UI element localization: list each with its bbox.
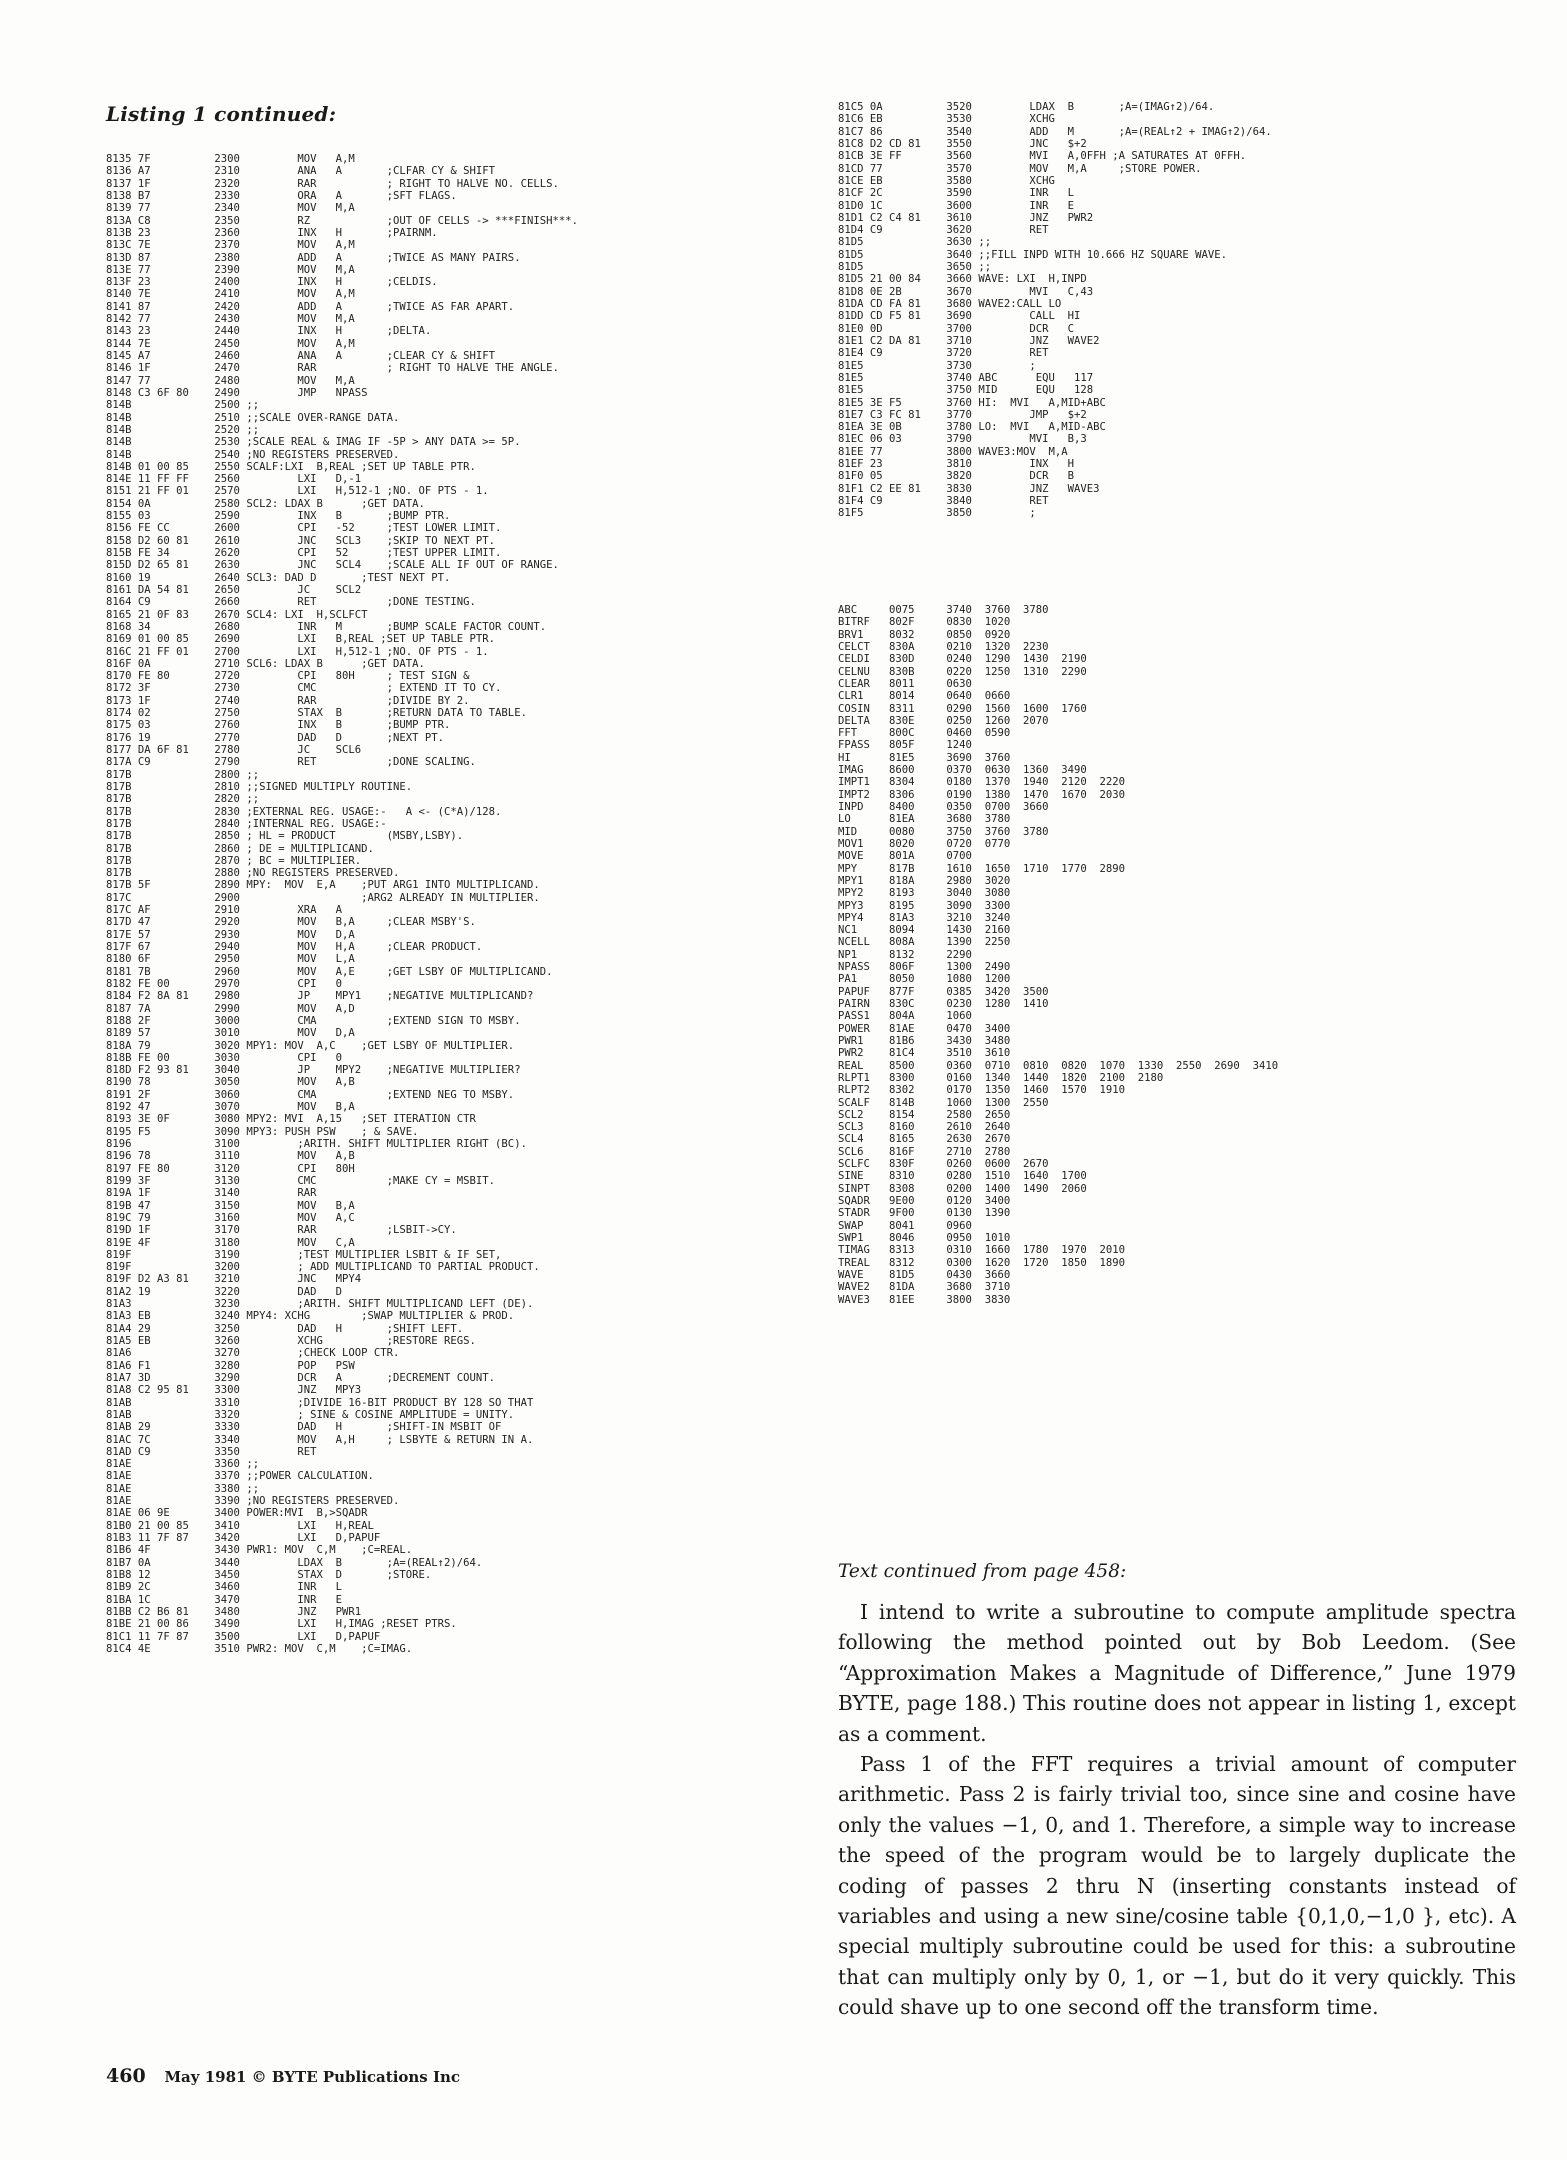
assembly-listing-left-column: 8135 7F 2300 MOV A,M 8136 A7 2310 ANA A ;CLFAR CY & SHIFT 8137 1F 2320 RAR ; RIGHT TO HALVE NO. CELLS. 8138 B7 2330 ORA A ;SFT FLAGS. 8139 77 2340 MOV M,A 813A C8 2350 RZ ;OUT OF CELLS -> ***FINISH***. 813B 23 2360 INX H ;PAIRNM. 813C 7E 2370 MOV A,M 813D 87 2380 ADD A ;TWICE AS MANY PAIRS. 813E 77 2390 MOV M,A 813F 23 2400 INX H ;CELDIS. 8140 7E 2410 MOV A,M 8141 87 2420 ADD A ;TWICE AS FAR APART. 8142 77 2430 MOV M,A 8143 23 2440 INX H ;DELTA. 8144 7E 2450 MOV A,M 8145 A7 2460 ANA A ;CLEAR CY & SHIFT 8146 1F 2470 RAR ; RIGHT TO HALVE THE ANGLE. 8147 77 2480 MOV M,A 8148 C3 6F 80 2490 JMP NPASS 814B 2500 ;; 814B 2510 ;;SCALE OVER-RANGE DATA. 814B 2520 ;; 814B 2530 ;SCALE REAL & IMAG IF -5P > ANY DATA >= 5P. 814B 2540 ;NO REGISTERS PRESERVED. 814B 01 00 85 2550 SCALF:LXI B,REAL ;SET UP TABLE PTR. 814E 11 FF FF 2560 LXI D,-1 8151 21 FF 01 2570 LXI H,512-1 ;NO. OF PTS - 1. 8154 0A 2580 SCL2: LDAX B ;GET DATA. 8155 03 2590 INX B ;BUMP PTR. 8156 FE CC 2600 CPI -52 ;TEST LOWER LIMIT. 8158 D2 60 81 2610 JNC SCL3 ;SKIP TO NEXT PT. 815B FE 34 2620 CPI 52 ;TEST UPPER LIMIT. 815D D2 65 81 2630 JNC SCL4 ;SCALE ALL IF OUT OF RANGE. 8160 19 2640 SCL3: DAD D ;TEST NEXT PT. 8161 DA 54 81 2650 JC SCL2 8164 C9 2660 RET ;DONE TESTING. 8165 21 0F 83 2670 SCL4: LXI H,SCLFCT 8168 34 2680 INR M ;BUMP SCALE FACTOR COUNT. 8169 01 00 85 2690 LXI B,REAL ;SET UP TABLE PTR. 816C 21 FF 01 2700 LXI H,512-1 ;NO. OF PTS - 1. 816F 0A 2710 SCL6: LDAX B ;GET DATA. 8170 FE 80 2720 CPI 80H ; TEST SIGN & 8172 3F 2730 CMC ; EXTEND IT TO CY. 8173 1F 2740 RAR ;DIVIDE BY 2. 8174 02 2750 STAX B ;RETURN DATA TO TABLE. 8175 03 2760 INX B ;BUMP PTR. 8176 19 2770 DAD D ;NEXT PT. 8177 DA 6F 81 2780 JC SCL6 817A C9 2790 RET ;DONE SCALING. 817B 2800 ;; 817B 2810 ;;SIGNED MULTIPLY ROUTINE. 817B 2820 ;; 817B 2830 ;EXTERNAL REG. USAGE:- A <- (C*A)/128. 817B 2840 ;INTERNAL REG. USAGE:- 817B 2850 ; HL = PRODUCT (MSBY,LSBY). 817B 2860 ; DE = MULTIPLICAND. 817B 2870 ; BC = MULTIPLIER. 817B 2880 ;NO REGISTERS PRESERVED. 817B 5F 2890 MPY: MOV E,A ;PUT ARG1 INTO MULTIPLICAND. 817C 2900 ;ARG2 ALREADY IN MULTIPLIER. 817C AF 2910 XRA A 817D 47 2920 MOV B,A ;CLEAR MSBY'S. 817E 57 2930 MOV D,A 817F 67 2940 MOV H,A ;CLEAR PRODUCT. 8180 6F 2950 MOV L,A 8181 7B 2960 MOV A,E ;GET LSBY OF MULTIPLICAND. 8182 FE 00 2970 CPI 0 8184 F2 8A 81 2980 JP MPY1 ;NEGATIVE MULTIPLICAND? 8187 7A 2990 MOV A,D 8188 2F 3000 CMA ;EXTEND SIGN TO MSBY. 8189 57 3010 MOV D,A 818A 79 3020 MPY1: MOV A,C ;GET LSBY OF MULTIPLIER. 818B FE 00 3030 CPI 0 818D F2 93 81 3040 JP MPY2 ;NEGATIVE MULTIPLIER? 8190 78 3050 MOV A,B 8191 2F 3060 CMA ;EXTEND NEG TO MSBY. 8192 47 3070 MOV B,A 8193 3E 0F 3080 MPY2: MVI A,15 ;SET ITERATION CTR 8195 F5 3090 MPY3: PUSH PSW ; & SAVE. 8196 3100 ;ARITH. SHIFT MULTIPLIER RIGHT (BC). 8196 78 3110 MOV A,B 8197 FE 80 3120 CPI 80H 8199 3F 3130 CMC ;MAKE CY = MSBIT. 819A 1F 3140 RAR 819B 47 3150 MOV B,A 819C 79 3160 MOV A,C 819D 1F 3170 RAR ;LSBIT->CY. 819E 4F 3180 MOV C,A 819F 3190 ;TEST MULTIPLIER LSBIT & IF SET, 819F 3200 ; ADD MULTIPLICAND TO PARTIAL PRODUCT. 819F D2 A3 81 3210 JNC MPY4 81A2 19 3220 DAD D 81A3 3230 ;ARITH. SHIFT MULTIPLICAND LEFT (DE). 81A3 EB 3240 MPY4: XCHG ;SWAP MULTIPLIER & PROD. 81A4 29 3250 DAD H ;SHIFT LEFT. 81A5 EB 3260 XCHG ;RESTORE REGS. 81A6 3270 ;CHECK LOOP CTR. 81A6 F1 3280 POP PSW 81A7 3D 3290 DCR A ;DECREMENT COUNT. 81A8 C2 95 81 3300 JNZ MPY3 81AB 3310 ;DIVIDE 16-BIT PRODUCT BY 128 SO THAT 81AB 3320 ; SINE & COSINE AMPLITUDE = UNITY. 81AB 29 3330 DAD H ;SHIFT-IN MSBIT OF 81AC 7C 3340 MOV A,H ; LSBYTE & RETURN IN A. 81AD C9 3350 RET 81AE 3360 ;; 81AE 3370 ;;POWER CALCULATION. 81AE 3380 ;; 81AE 3390 ;NO REGISTERS PRESERVED. 81AE 06 9E 3400 POWER:MVI B,>SQADR 81B0 21 00 85 3410 LXI H,REAL 81B3 11 7F 87 3420 LXI D,PAPUF 81B6 4F 3430 PWR1: MOV C,M ;C=REAL. 81B7 0A 3440 LDAX B ;A=(REAL↑2)/64. 81B8 12 3450 STAX D ;STORE. 81B9 2C 3460 INR L 81BA 1C 3470 INR E 81BB C2 B6 81 3480 JNZ PWR1 81BE 21 00 86 3490 LXI H,IMAG ;RESET PTRS. 81C1 11 7F 87 3500 LXI D,PAPUF 81C4 4E 3510 PWR2: MOV C,M ;C=IMAG. bbox=[106, 153, 578, 1655]
listing-heading: Listing 1 continued: bbox=[106, 102, 337, 126]
article-paragraph: Pass 1 of the FFT requires a trivial amount of computer arithmetic. Pass 2 is fairly trivial too, since sine and cosine have only the values −1, 0, and 1. Therefore, a simple way to increase the speed of the program would be to largely duplicate the coding of passes 2 thru N (inserting constants instead of variables and using a new sine/cosine table {0,1,0,−1,0 }, etc). A special multiply subroutine could be used for this: a subroutine that can multiply only by 0, 1, or −1, but do it very quickly. This could shave up to one second off the transform time. bbox=[838, 1752, 1516, 2020]
symbol-cross-reference-table: ABC 0075 3740 3760 3780 BITRF 802F 0830 1020 BRV1 8032 0850 0920 CELCT 830A 0210 1320 2230 CELDI 830D 0240 1290 1430 2190 CELNU 830B 0220 1250 1310 2290 CLEAR 8011 0630 CLR1 8014 0640 0660 COSIN 8311 0290 1560 1600 1760 DELTA 830E 0250 1260 2070 FFT 800C 0460 0590 FPASS 805F 1240 HI 81E5 3690 3760 IMAG 8600 0370 0630 1360 3490 IMPT1 8304 0180 1370 1940 2120 2220 IMPT2 8306 0190 1380 1470 1670 2030 INPD 8400 0350 0700 3660 LO 81EA 3680 3780 MID 0080 3750 3760 3780 MOV1 8020 0720 0770 MOVE 801A 0700 MPY 817B 1610 1650 1710 1770 2890 MPY1 818A 2980 3020 MPY2 8193 3040 3080 MPY3 8195 3090 3300 MPY4 81A3 3210 3240 NC1 8094 1430 2160 NCELL 808A 1390 2250 NP1 8132 2290 NPASS 806F 1300 2490 PA1 8050 1080 1200 PAPUF 877F 0385 3420 3500 PAIRN 830C 0230 1280 1410 PASS1 804A 1060 POWER 81AE 0470 3400 PWR1 81B6 3430 3480 PWR2 81C4 3510 3610 REAL 8500 0360 0710 0810 0820 1070 1330 2550 2690 3410 RLPT1 8300 0160 1340 1440 1820 2100 2180 RLPT2 8302 0170 1350 1460 1570 1910 SCALF 814B 1060 1300 2550 SCL2 8154 2580 2650 SCL3 8160 2610 2640 SCL4 8165 2630 2670 SCL6 816F 2710 2780 SCLFC 830F 0260 0600 2670 SINE 8310 0280 1510 1640 1700 SINPT 8308 0200 1400 1490 2060 SQADR 9E00 0120 3400 STADR 9F00 0130 1390 SWAP 8041 0960 SWP1 8046 0950 1010 TIMAG 8313 0310 1660 1780 1970 2010 TREAL 8312 0300 1620 1720 1850 1890 WAVE 81D5 0430 3660 WAVE2 81DA 3680 3710 WAVE3 81EE 3800 3830 bbox=[838, 604, 1279, 1306]
page-footer bbox=[106, 2065, 460, 2087]
page-number: 460 bbox=[106, 2065, 146, 2087]
assembly-listing-right-column: 81C5 0A 3520 LDAX B ;A=(IMAG↑2)/64. 81C6 EB 3530 XCHG 81C7 86 3540 ADD M ;A=(REAL↑2 + IMAG↑2)/64. 81C8 D2 CD 81 3550 JNC $+2 81CB 3E FF 3560 MVI A,0FFH ;A SATURATES AT 0FFH. 81CD 77 3570 MOV M,A ;STORE POWER. 81CE EB 3580 XCHG 81CF 2C 3590 INR L 81D0 1C 3600 INR E 81D1 C2 C4 81 3610 JNZ PWR2 81D4 C9 3620 RET 81D5 3630 ;; 81D5 3640 ;;FILL INPD WITH 10.666 HZ SQUARE WAVE. 81D5 3650 ;; 81D5 21 00 84 3660 WAVE: LXI H,INPD 81D8 0E 2B 3670 MVI C,43 81DA CD FA 81 3680 WAVE2:CALL LO 81DD CD F5 81 3690 CALL HI 81E0 0D 3700 DCR C 81E1 C2 DA 81 3710 JNZ WAVE2 81E4 C9 3720 RET 81E5 3730 ; 81E5 3740 ABC EQU 117 81E5 3750 MID EQU 128 81E5 3E F5 3760 HI: MVI A,MID+ABC 81E7 C3 FC 81 3770 JMP $+2 81EA 3E 0B 3780 LO: MVI A,MID-ABC 81EC 06 03 3790 MVI B,3 81EE 77 3800 WAVE3:MOV M,A 81EF 23 3810 INX H 81F0 05 3820 DCR B 81F1 C2 EE 81 3830 JNZ WAVE3 81F4 C9 3840 RET 81F5 3850 ; bbox=[838, 101, 1272, 520]
article-paragraph: I intend to write a subroutine to compute amplitude spectra following the method pointed out by Bob Leedom. (See “Approximation Makes a Magnitude of Difference,” June 1979 BYTE, page 188.) This routine does not appear in listing 1, except as a comment. bbox=[838, 1600, 1516, 1746]
publication-credit: May 1981 © BYTE Publications Inc bbox=[164, 2068, 461, 2086]
article-body bbox=[838, 1597, 1516, 2023]
text-continued-caption: Text continued from page 458: bbox=[838, 1561, 1127, 1582]
